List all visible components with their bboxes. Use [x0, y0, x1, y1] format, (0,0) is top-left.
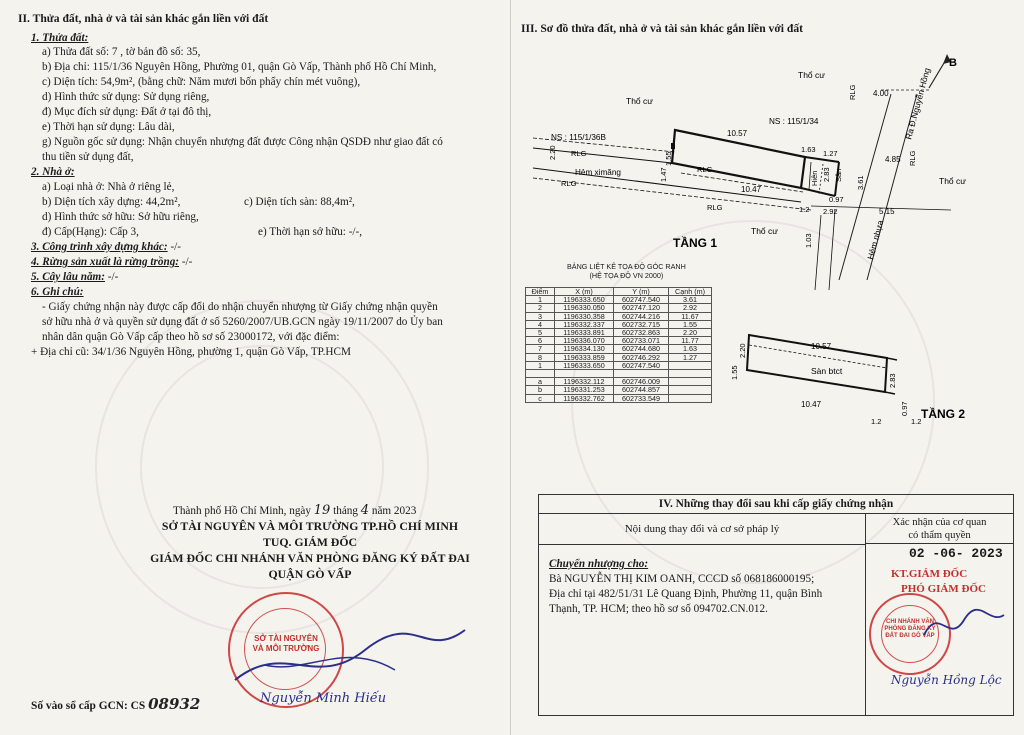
coord-row [526, 386, 712, 394]
coord-point: 2 [526, 304, 555, 312]
coord-edge: 2.92 [669, 304, 712, 312]
house-line-b: b) Diện tích xây dựng: 44,2m², [42, 196, 181, 208]
org-line-2: TUQ. GIÁM ĐỐC [262, 535, 358, 549]
changes-content-cell [539, 545, 866, 715]
forest-value: -/- [179, 256, 193, 268]
house-line-d: d) Hình thức sở hữu: Sở hữu riêng, [42, 211, 199, 223]
house-line-dd: đ) Cấp(Hạng): Cấp 3, [42, 226, 139, 238]
coord-edge: 1.63 [669, 345, 712, 353]
coord-row [526, 304, 712, 312]
house-line-c: c) Diện tích sàn: 88,4m², [244, 196, 355, 208]
signature-stroke-left [225, 620, 475, 700]
dim-4-85: 4.85 [885, 155, 901, 164]
dim-0-97: 0.97 [829, 195, 844, 204]
coord-y: 602744.680 [614, 345, 669, 353]
house-heading: 2. Nhà ở: [31, 166, 75, 178]
hem-ximang-label: Hẻm ximăng [575, 168, 621, 177]
coord-edge: 3.61 [669, 296, 712, 304]
coord-edge [669, 370, 712, 378]
rlg-label-1: RLG [848, 84, 857, 100]
dim-10-47: 10.47 [741, 185, 762, 194]
perennial-label: 5. Cây lâu năm: [31, 271, 105, 283]
coord-point: 4 [526, 320, 555, 328]
dim-f2-1-55: 1.55 [730, 365, 739, 380]
transfer-line-3: Thạnh, TP. HCM; theo hồ sơ số 094702.CN.012. [549, 603, 768, 615]
date-suffix: năm 2023 [371, 505, 417, 517]
coord-x: 1196333.650 [555, 296, 614, 304]
north-label: B [949, 57, 957, 69]
cert-number [31, 697, 200, 714]
coord-row [526, 370, 712, 378]
coord-x: 1196334.130 [555, 345, 614, 353]
coord-point: c [526, 394, 555, 402]
coord-edge [669, 386, 712, 394]
coord-table [525, 287, 712, 403]
coord-point: 7 [526, 345, 555, 353]
coord-row [526, 394, 712, 402]
date-mid: tháng [333, 505, 358, 517]
dim-1-27: 1.27 [823, 149, 838, 158]
coord-edge: 1.55 [669, 320, 712, 328]
dim-4-00: 4.00 [873, 89, 889, 98]
changes-col-confirm [866, 514, 1013, 544]
coord-edge: 1.27 [669, 353, 712, 361]
notes-line-3: nhân dân quận Gò Vấp cấp theo hồ sơ số 23000172, với đặc điểm: [42, 331, 340, 343]
issue-date [173, 504, 416, 519]
hem-nhua-label: Hẻm nhựa [865, 219, 886, 261]
coord-x: 1196330.050 [555, 304, 614, 312]
rlg-label-3: RLG [571, 149, 587, 158]
org-line-1: SỞ TÀI NGUYÊN VÀ MÔI TRƯỜNG TP.HỒ CHÍ MINH [161, 519, 459, 533]
date-month: 4 [360, 503, 370, 518]
coord-x: 1196332.762 [555, 394, 614, 402]
coord-col-edge: Cạnh (m) [669, 288, 712, 296]
cert-number-label: Số vào sổ cấp GCN: CS [31, 700, 146, 712]
other-works-value: -/- [167, 241, 181, 253]
forest-line [31, 255, 192, 270]
coord-y: 602744.216 [614, 312, 669, 320]
ns-right-label: NS : 115/1/34 [769, 117, 819, 126]
signer-name-left: Nguyễn Minh Hiếu [260, 691, 387, 706]
parcel-line-g2: thu tiền sử dụng đất, [42, 151, 134, 163]
parcel-line-g: g) Nguồn gốc sử dụng: Nhận chuyển nhượng đất được Công nhận QSDĐ như giao đất có [42, 136, 443, 148]
coord-row [526, 361, 712, 369]
dim-3-61: 3.61 [856, 175, 865, 190]
parcel-line-c: c) Diện tích: 54,9m², (bằng chữ: Năm mươi bốn phẩy chín mét vuông), [42, 76, 361, 88]
tho-cu-label-4: Thổ cư [751, 226, 778, 236]
confirm-line-2: có thẩm quyền [908, 530, 971, 541]
floor-2-label: TẦNG 2 [921, 407, 966, 421]
coord-edge: 11.67 [669, 312, 712, 320]
changes-col-content: Nội dung thay đổi và cơ sở pháp lý [539, 514, 866, 545]
coord-edge: 2.20 [669, 329, 712, 337]
parcel-line-a: a) Thửa đất số: 7 , tờ bản đồ số: 35, [42, 46, 201, 58]
coord-point: 3 [526, 312, 555, 320]
hien-label: Hiên [810, 170, 819, 186]
coord-y: 602747.540 [614, 361, 669, 369]
changes-title: IV. Những thay đổi sau khi cấp giấy chứng nhận [539, 495, 1013, 514]
coord-title-2: (HỆ TỌA ĐỘ VN 2000) [589, 271, 664, 280]
coord-col-x: X (m) [555, 288, 614, 296]
coord-edge [669, 378, 712, 386]
tho-cu-label-3: Thổ cư [939, 176, 966, 186]
other-works-label: 3. Công trình xây dựng khác: [31, 241, 168, 253]
dim-1-03: 1.03 [804, 233, 813, 248]
other-works-line [31, 240, 181, 255]
dim-1-55: 1.55 [664, 151, 673, 166]
coord-title-1: BẢNG LIỆT KÊ TỌA ĐỘ GÓC RANH [567, 262, 686, 271]
section-ii-title: II. Thửa đất, nhà ở và tài sản khác gắn liền với đất [18, 12, 269, 25]
coord-point: 8 [526, 353, 555, 361]
dim-2-92: 2.92 [823, 207, 838, 216]
dim-2-83: 2.83 [822, 167, 831, 182]
coord-point: 1 [526, 361, 555, 369]
parcel-line-b: b) Địa chỉ: 115/1/36 Nguyên Hồng, Phường 01, quận Gò Vấp, Thành phố Hồ Chí Minh, [42, 61, 437, 73]
coord-row [526, 345, 712, 353]
notes-line-4: + Địa chỉ cũ: 34/1/36 Nguyên Hồng, phường 1, quận Gò Vấp, TP.HCM [31, 346, 351, 358]
date-day: 19 [313, 503, 331, 518]
coord-point: 1 [526, 296, 555, 304]
parcel-line-e: e) Thời hạn sử dụng: Lâu dài, [42, 121, 175, 133]
rlg-label-5: RLG [561, 179, 577, 188]
confirm-sign-title-1: KT.GIÁM ĐỐC [891, 568, 968, 580]
coord-y: 602746.292 [614, 353, 669, 361]
tho-cu-label-2: Thổ cư [626, 96, 653, 106]
coord-x: 1196332.337 [555, 320, 614, 328]
notes-line-2: sở hữu nhà ở và quyền sử dụng đất ở số 5260/2007/UB.GCN ngày 19/11/2007 do Ủy ban [42, 316, 443, 328]
coord-edge [669, 394, 712, 402]
coord-col-point: Điểm [526, 288, 555, 296]
org-line-3: GIÁM ĐỐC CHI NHÁNH VĂN PHÒNG ĐĂNG KÝ ĐẤT ĐAI [150, 551, 470, 565]
dim-f2-10-47: 10.47 [801, 400, 822, 409]
coord-row [526, 378, 712, 386]
coord-y: 602733.071 [614, 337, 669, 345]
coord-table-title [567, 262, 686, 280]
perennial-value: -/- [104, 271, 119, 283]
coord-edge: 11.77 [669, 337, 712, 345]
dim-2-20: 2.20 [548, 145, 557, 160]
coord-point: 6 [526, 337, 555, 345]
coord-x: 1196333.859 [555, 353, 614, 361]
dim-f2-1-2-b: 1.2 [911, 417, 922, 426]
left-page [0, 0, 511, 735]
coord-x: 1196332.112 [555, 378, 614, 386]
stamp-left-text: SỞ TÀI NGUYÊN VÀ MÔI TRƯỜNG [252, 634, 320, 653]
rlg-label-4: RLG [697, 165, 713, 174]
coord-x: 1196333.891 [555, 329, 614, 337]
dim-1-63: 1.63 [801, 145, 816, 154]
coord-point: 5 [526, 329, 555, 337]
rlg-label-2: RLG [908, 150, 917, 166]
org-line-4: QUẬN GÒ VẤP [268, 567, 352, 581]
san-btct-label: Sàn btct [811, 366, 843, 376]
dim-f2-0-97: 0.97 [900, 401, 909, 416]
parcel-line-d: d) Hình thức sử dụng: Sử dụng riêng, [42, 91, 210, 103]
dim-1-47: 1.47 [659, 167, 668, 182]
transfer-title: Chuyển nhượng cho: [549, 558, 649, 570]
date-prefix: Thành phố Hồ Chí Minh, ngày [173, 505, 311, 517]
road-label: Ra Đ.Nguyễn Hồng [903, 66, 933, 141]
coord-x: 1196336.070 [555, 337, 614, 345]
coord-point: b [526, 386, 555, 394]
confirm-sign-title-2: PHÓ GIÁM ĐỐC [901, 583, 986, 595]
coord-y: 602744.857 [614, 386, 669, 394]
coord-y: 602732.715 [614, 320, 669, 328]
notes-heading: 6. Ghi chú: [31, 286, 84, 298]
coord-y: 602747.120 [614, 304, 669, 312]
parcel-heading: 1. Thửa đất: [31, 32, 89, 44]
house-line-e: e) Thời hạn sở hữu: -/-, [258, 226, 363, 238]
signature-stroke-right [919, 605, 1009, 645]
dim-10-57: 10.57 [727, 129, 748, 138]
coord-y: 602732.863 [614, 329, 669, 337]
north-arrow [929, 54, 957, 88]
coord-edge [669, 361, 712, 369]
coord-x: 1196330.358 [555, 312, 614, 320]
coord-x: 1196331.253 [555, 386, 614, 394]
dim-1-2: 1.2 [799, 205, 810, 214]
perennial-line [31, 270, 118, 285]
changes-table [538, 494, 1014, 716]
transfer-line-1: Bà NGUYỄN THỊ KIM OANH, CCCD số 068186000195; [549, 573, 815, 585]
stamp-right-text: CHI NHÁNH VĂN PHÒNG ĐĂNG KÝ ĐẤT ĐAI GÒ VẤP [884, 619, 936, 639]
parcel-line-dd: đ) Mục đích sử dụng: Đất ở tại đô thị, [42, 106, 212, 118]
house-line-a: a) Loại nhà ở: Nhà ở riêng lẻ, [42, 181, 175, 193]
coord-row [526, 353, 712, 361]
ns-left-label: NS : 115/1/36B [551, 133, 606, 142]
coord-y: 602733.549 [614, 394, 669, 402]
signer-name-right: Nguyễn Hồng Lộc [891, 673, 1002, 687]
dim-5-15: 5.15 [879, 207, 895, 216]
coord-y: 602746.009 [614, 378, 669, 386]
coord-x: 1196333.650 [555, 361, 614, 369]
coord-col-y: Y (m) [614, 288, 669, 296]
coord-y: 602747.540 [614, 296, 669, 304]
rlg-label-6: RLG [707, 203, 723, 212]
section-iii-title: III. Sơ đồ thửa đất, nhà ở và tài sản khác gắn liền với đất [521, 22, 803, 35]
dim-f2-1-2-a: 1.2 [871, 417, 882, 426]
floor-1-label: TẦNG 1 [673, 236, 718, 250]
notes-line-1: - Giấy chứng nhận này được cấp đổi do nhận chuyển nhượng từ Giấy chứng nhận quyền [42, 301, 438, 313]
right-page [511, 0, 1024, 735]
cert-number-value: 08932 [148, 695, 201, 713]
coord-point: a [526, 378, 555, 386]
forest-label: 4. Rừng sản xuất là rừng trồng: [31, 256, 180, 268]
confirm-date: 02 -06- 2023 [909, 546, 1003, 561]
dim-f2-2-83: 2.83 [888, 373, 897, 388]
dim-f2-2-20: 2.20 [738, 343, 747, 358]
tho-cu-label-1: Thổ cư [798, 70, 825, 80]
san-label: Sân [834, 168, 843, 182]
transfer-line-2: Địa chỉ tại 482/51/31 Lê Quang Định, Phường 11, quận Bình [549, 588, 823, 600]
dim-f2-10-57: 10.57 [811, 342, 832, 351]
confirm-line-1: Xác nhận của cơ quan [892, 517, 987, 528]
